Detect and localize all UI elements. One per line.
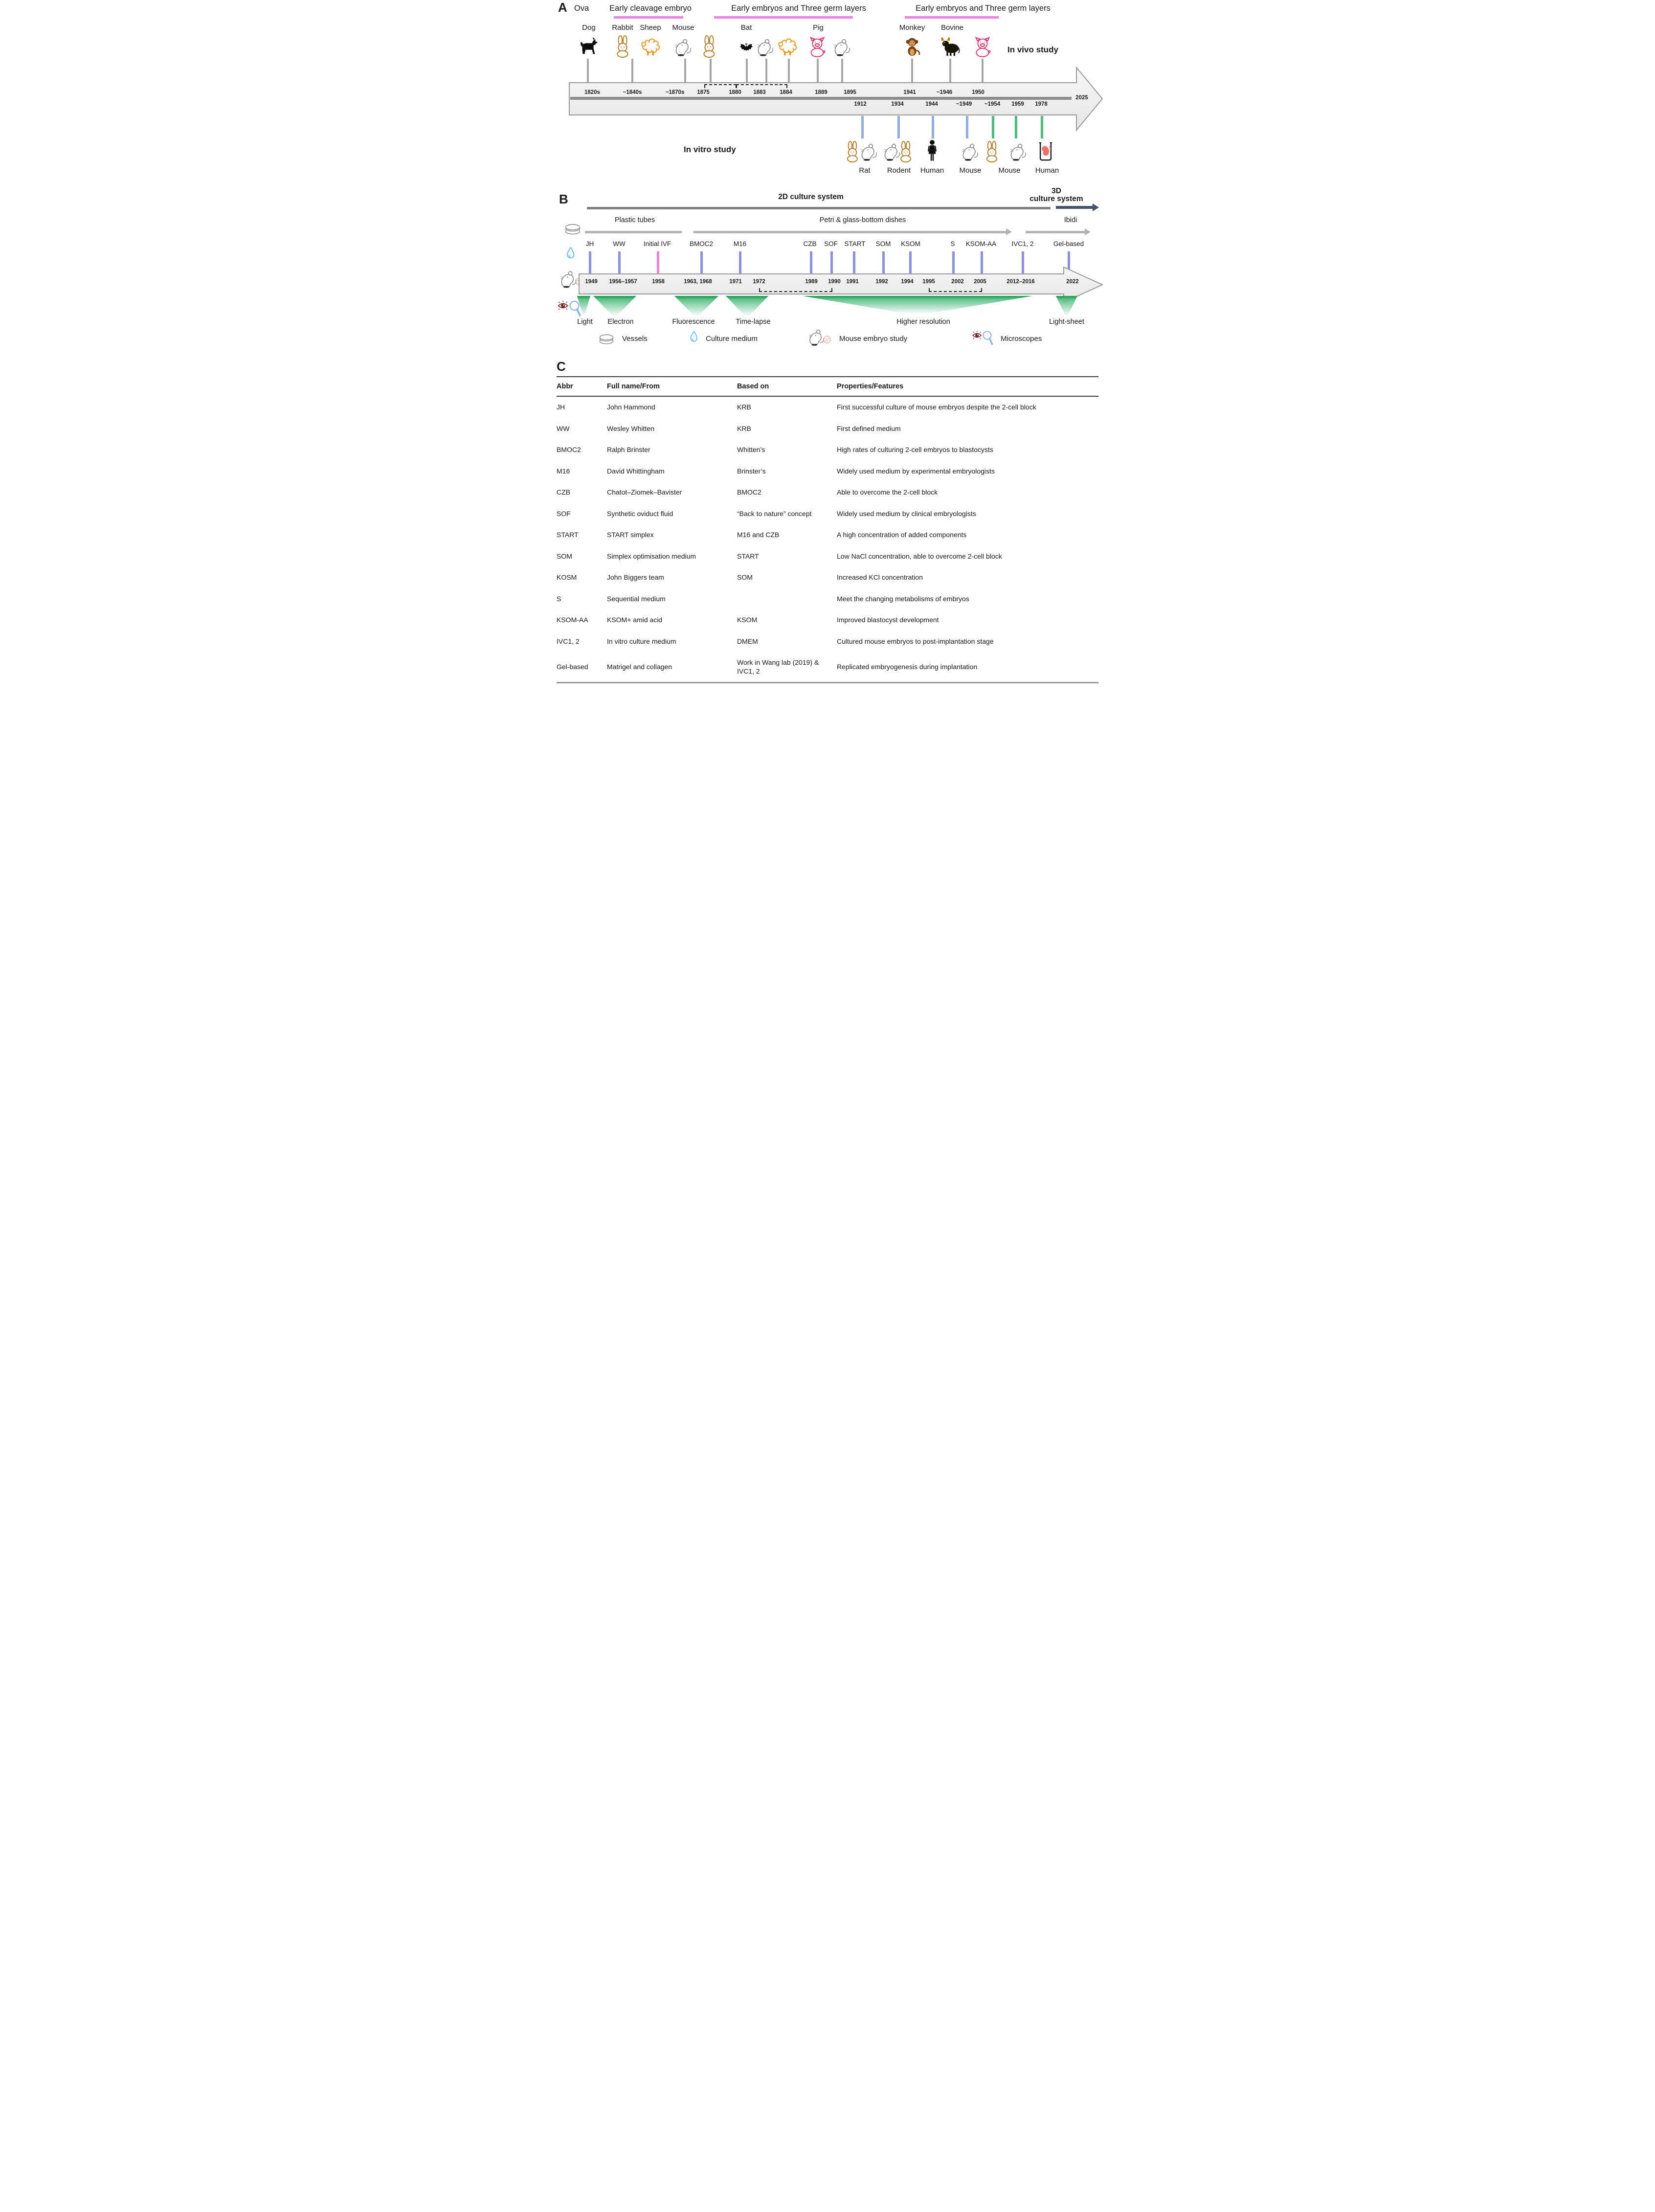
vessel-era-bar [693,231,1006,233]
year-label: 1990 [828,279,841,285]
in-vitro-event-bar [1015,116,1017,138]
cell-properties: Increased KCl concentration [837,573,923,581]
stage-underline [714,16,853,19]
cell-abbr: START [557,531,579,539]
table-row [557,546,1098,567]
year-label: 1978 [1035,101,1048,107]
microscopy-label: Higher resolution [896,318,950,326]
cell-abbr: SOM [557,552,572,560]
microscopy-triangle-fluorescence [674,296,718,318]
cell-based-on: KSOM [737,616,758,624]
cell-properties: Widely used medium by experimental embryologists [837,467,995,475]
table-row [557,503,1098,525]
in-vitro-event-bar [966,116,968,138]
column-header-abbr: Abbr [557,377,607,396]
species-label-bovine: Bovine [941,23,963,32]
medium-label: START [844,240,866,248]
in-vivo-study-label: In vivo study [1007,45,1058,54]
in-vitro-event-bar [932,116,934,138]
microscopy-label: Time-lapse [736,318,771,326]
dashed-range-bracket [929,288,982,292]
medium-label: IVC1, 2 [1011,240,1034,248]
table-row [557,461,1098,482]
year-label: ~1954 [984,101,1001,107]
figure [552,0,1103,696]
year-label: 1963, 1968 [684,279,712,285]
rabbit-icon [981,141,1003,162]
human-icon [925,139,939,163]
year-label: 2002 [951,279,964,285]
cell-abbr: SOF [557,509,571,518]
medium-label: WW [613,240,626,248]
year-label: 1880 [729,90,741,95]
legend-label: Microscopes [1001,335,1042,343]
dashed-range-bracket [759,288,832,292]
mouse-icon [959,141,981,162]
in-vitro-species-label: Human [1035,166,1059,175]
medium-label: KSOM [901,240,920,248]
vessel-era-label: Plastic tubes [614,216,655,224]
cell-abbr: Gel-based [557,652,607,683]
system-2d-label: 2D culture system [778,193,844,201]
vessel-era-bar [585,231,682,233]
year-label: 1884 [780,90,792,95]
year-label: 1989 [805,279,818,285]
sheep-icon [776,35,799,58]
year-label: 1889 [815,90,828,95]
table-row [557,652,1098,683]
stage-header-germ-layers-1: Early embryos and Three germ layers [731,4,866,13]
medium-label: BMOC2 [689,240,714,248]
mouse-icon [1007,141,1029,162]
cell-properties: Replicated embryogenesis during implantation [837,652,1098,683]
droplet-icon [565,247,577,261]
dashed-range-bracket [704,84,737,88]
cell-based-on: START [737,552,759,560]
cell-properties: First defined medium [837,424,901,432]
panel-a-label: A [558,0,567,15]
system-3d-label: culture system [1029,195,1083,203]
cell-based-on: “Back to nature” concept [737,509,812,518]
cell-full-name: Wesley Whitten [607,424,654,432]
medium-label: SOF [824,240,838,248]
table-row [557,482,1098,503]
cell-full-name: Ralph Brinster [607,446,650,453]
cell-properties: Low NaCl concentration, able to overcome 2-cell block [837,552,1002,560]
column-header-properties: Properties/Features [837,377,1098,396]
year-label: 1944 [925,101,938,107]
cell-full-name: START simplex [607,531,654,539]
cell-full-name: David Whittingham [607,467,665,475]
year-label: ~1946 [936,90,953,95]
microscopy-triangle-light-sheet [1056,296,1077,318]
year-label: 1949 [585,279,598,285]
table-row [557,609,1098,631]
year-label: 2012–2016 [1006,279,1035,285]
cell-abbr: KOSM [557,573,577,581]
species-label-bat: Bat [740,23,752,32]
species-label-sheep: Sheep [640,23,661,32]
system-2d-bar [587,207,1051,209]
in-vitro-species-label: Mouse [998,166,1021,175]
cell-full-name: KSOM+ amid acid [607,616,663,624]
rabbit-icon [611,35,634,58]
in-vitro-species-label: Human [920,166,944,175]
year-label: 2005 [974,279,986,285]
in-vivo-timeline-band [569,65,1103,133]
panel-b-label: B [559,192,568,206]
table-row [557,418,1098,440]
cell-full-name: Chatot–Ziomek–Bavister [607,488,682,496]
rabbit-icon [895,141,917,162]
table-row [557,396,1098,418]
cell-based-on: KRB [737,403,751,411]
cell-full-name: Synthetic oviduct fluid [607,509,673,518]
cell-abbr: CZB [557,488,570,496]
medium-label: SOM [875,240,891,248]
vessel-era-label: Ibidi [1064,216,1077,224]
year-label: 1972 [753,279,765,285]
year-label: 1883 [753,90,766,95]
cell-based-on: Whitten’s [737,446,765,453]
species-label-mouse: Mouse [672,23,694,32]
medium-label: CZB [803,240,817,248]
year-label: 1971 [729,279,742,285]
monkey-icon [901,35,923,58]
pig-icon [971,35,994,58]
dish-icon [597,331,616,346]
table-row [557,588,1098,610]
bat-icon [736,39,757,58]
column-header-based-on: Based on [737,377,837,396]
cell-properties: Widely used medium by clinical embryologists [837,509,976,518]
year-label: ~1949 [956,101,972,107]
media-table [557,376,1098,683]
year-label: 1958 [652,279,665,285]
column-header-full-name: Full name/From [607,377,737,396]
medium-label: Gel-based [1053,240,1084,248]
rat-icon [858,141,879,162]
stage-header-early-cleavage: Early cleavage embryo [609,4,692,13]
year-label: 2022 [1066,279,1079,285]
year-label: 1895 [844,90,856,95]
cell-properties: Able to overcome the 2-cell block [837,488,938,496]
cell-properties: First successful culture of mouse embryos despite the 2-cell block [837,403,1036,411]
human-embryo-tube-icon [1036,140,1055,162]
table-row [557,524,1098,546]
eye-magnifier-icon [970,330,996,346]
in-vitro-study-label: In vitro study [684,145,736,154]
legend-label: Mouse embryo study [839,335,908,343]
microscopy-label: Electron [607,318,634,326]
cell-based-on: KRB [737,424,751,432]
dish-icon [562,220,583,237]
cell-based-on [737,588,837,610]
cell-based-on: DMEM [737,637,758,645]
panel-a [552,0,1103,188]
vessel-era-bar [1026,231,1085,233]
vessel-era-label: Petri & glass-bottom dishes [819,216,906,224]
cell-properties: Meet the changing metabolisms of embryos [837,594,969,603]
cell-abbr: KSOM-AA [557,616,588,624]
in-vitro-event-bar [1041,116,1043,138]
legend-label: Culture medium [706,335,758,343]
panel-b [552,188,1103,358]
table-row [557,567,1098,588]
species-label-rabbit: Rabbit [612,23,633,32]
medium-label: JH [585,240,594,248]
year-label: 1959 [1011,101,1024,107]
pig-icon [806,35,828,58]
microscopy-label: Fluorescence [672,318,715,326]
year-label: 1912 [854,101,867,107]
cell-abbr: IVC1, 2 [557,637,580,645]
system-3d-label: 3D [1051,187,1061,195]
cell-full-name: Simplex optimisation medium [607,552,696,560]
year-label: 1995 [922,279,935,285]
cell-full-name: In vitro culture medium [607,637,676,645]
in-vitro-event-bar [897,116,900,138]
dog-icon [578,35,600,58]
microscopy-triangle-higher-resolution [803,296,1032,316]
year-label: 1875 [697,90,710,95]
bovine-icon [939,35,962,58]
microscopy-label: Light [577,318,593,326]
cell-full-name: John Hammond [607,403,655,411]
legend-label: Vessels [622,335,648,343]
year-label: 1934 [891,101,904,107]
panel-c [552,358,1103,696]
cell-abbr: JH [557,403,565,411]
droplet-icon [689,331,699,344]
microscopy-triangle-time-lapse [726,296,768,318]
table-header-row [557,377,1098,396]
year-label: 1950 [972,90,984,95]
table-row [557,439,1098,461]
medium-label: KSOM-AA [965,240,997,248]
species-label-dog: Dog [582,23,596,32]
cell-properties: Cultured mouse embryos to post-implantation stage [837,637,994,645]
sheep-icon [639,35,662,58]
microscopy-label: Light-sheet [1049,318,1084,326]
system-3d-arrow [1056,206,1093,209]
cell-full-name: Matrigel and collagen [607,652,737,683]
table-row [557,631,1098,653]
cell-abbr: S [557,594,561,603]
species-label-pig: Pig [813,23,824,32]
year-label: 1820s [584,90,600,95]
stage-header-germ-layers-2: Early embryos and Three germ layers [916,4,1051,13]
cell-based-on: SOM [737,573,753,581]
cell-based-on: Work in Wang lab (2019) & IVC1, 2 [737,652,837,683]
year-label: 1956–1957 [609,279,637,285]
year-label: 1991 [846,279,859,285]
cell-based-on: Brinster’s [737,467,766,475]
in-vitro-species-label: Rodent [887,166,911,175]
year-label: 1992 [875,279,888,285]
medium-label: S [950,240,955,248]
year-label-end: 2025 [1075,95,1088,101]
cell-abbr: M16 [557,467,570,475]
stage-underline [905,16,999,19]
cell-abbr: WW [557,424,570,432]
in-vitro-species-label: Rat [859,166,871,175]
mouse-embryo-icon [806,327,831,347]
panel-c-label: C [557,359,566,374]
species-label-monkey: Monkey [899,23,925,32]
mouse-icon [831,36,852,58]
medium-label: Initial IVF [643,240,671,248]
mouse-icon [672,36,693,58]
cell-full-name: John Biggers team [607,573,664,581]
cell-properties: High rates of culturing 2-cell embryos to blastocysts [837,446,993,453]
cell-based-on: BMOC2 [737,488,761,496]
rabbit-icon [698,35,720,58]
year-label: ~1840s [623,90,642,95]
in-vitro-event-bar [861,116,864,138]
cell-properties: A high concentration of added components [837,531,967,539]
dashed-range-bracket [736,84,787,88]
cell-abbr: BMOC2 [557,446,581,453]
medium-label: M16 [733,240,747,248]
year-label: ~1870s [665,90,685,95]
year-label: 1994 [901,279,914,285]
cell-based-on: M16 and CZB [737,531,780,539]
cell-full-name: Sequential medium [607,594,666,603]
stage-header-ova: Ova [574,4,589,13]
mouse-icon [754,36,776,58]
in-vitro-event-bar [992,116,994,138]
stage-underline [614,16,683,19]
year-label: 1941 [903,90,916,95]
microscopy-triangle-electron [593,296,636,318]
cell-properties: Improved blastocyst development [837,616,939,624]
in-vitro-species-label: Mouse [959,166,982,175]
